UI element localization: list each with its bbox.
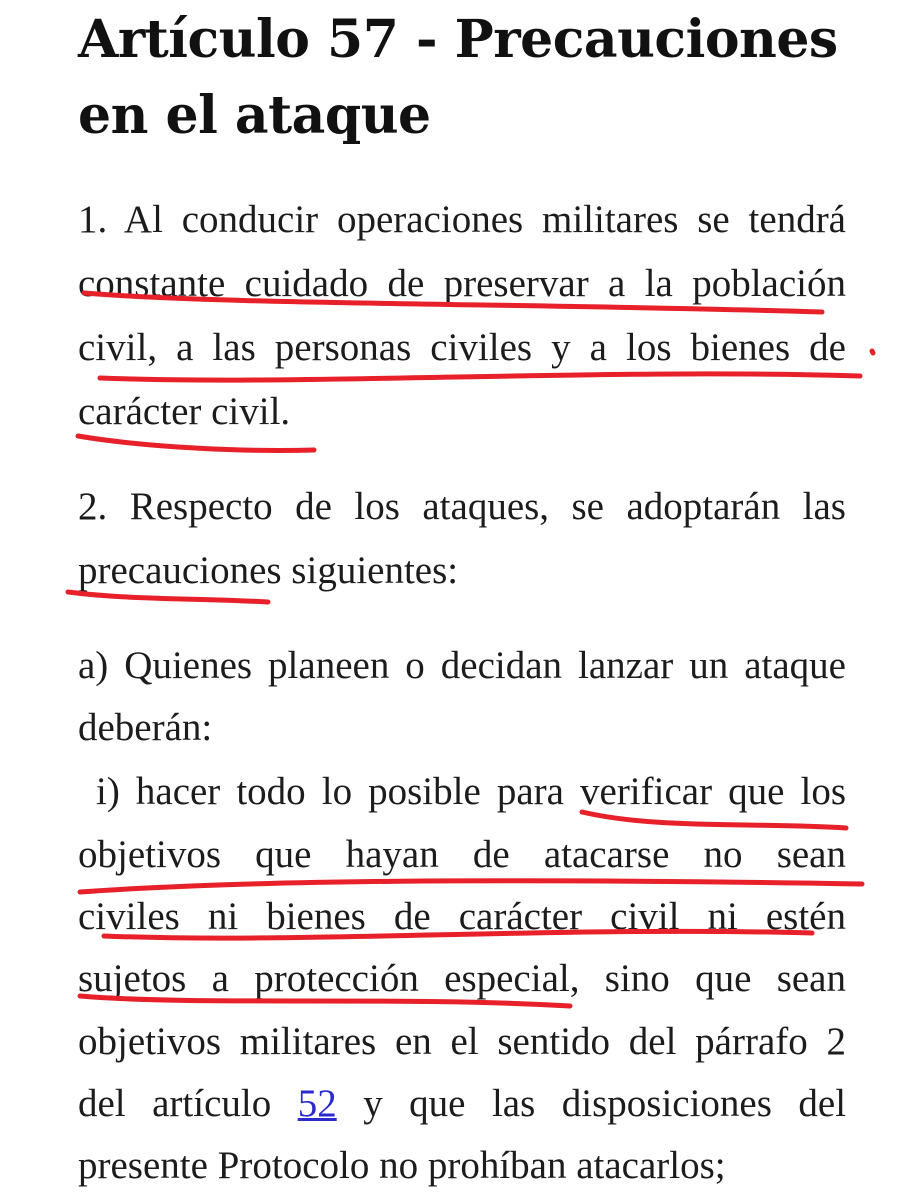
paragraph-2-line-1: 2. Respecto de los ataques, se adoptarán las bbox=[78, 485, 846, 528]
paragraph-a-line-1: a) Quienes planeen o decidan lanzar un ataque bbox=[78, 644, 846, 687]
article-title: Artículo 57 - Precauciones en el ataque bbox=[78, 9, 838, 146]
paragraph-i-line-3: civiles ni bienes de carácter civil ni estén bbox=[78, 895, 846, 938]
dot-mark bbox=[872, 351, 873, 353]
paragraph-1-line-2: constante cuidado de preservar a la población bbox=[78, 262, 846, 305]
paragraph-i-line-6-before: del artículo bbox=[78, 1082, 272, 1125]
paragraph-2-line-2: precauciones siguientes: bbox=[78, 549, 459, 592]
paragraph-i-line-6-after: y que las disposiciones del bbox=[363, 1082, 847, 1125]
paragraph-i-line-4: sujetos a protección especial, sino que sean bbox=[78, 957, 846, 1000]
paragraph-i-line-6 bbox=[78, 1072, 846, 1136]
paragraph-i-line-2: objetivos que hayan de atacarse no sean bbox=[78, 833, 846, 876]
paragraph-i-line-7: presente Protocolo no prohíban atacarlos; bbox=[78, 1144, 726, 1187]
paragraph-i-line-1: i) hacer todo lo posible para verificar que los bbox=[96, 770, 846, 813]
article-52-link[interactable]: 52 bbox=[297, 1082, 337, 1125]
paragraph-a-line-2: deberán: bbox=[78, 706, 213, 749]
paragraph-1-line-3: civil, a las personas civiles y a los bienes de bbox=[78, 326, 846, 369]
paragraph-1-line-1: 1. Al conducir operaciones militares se tendrá bbox=[78, 198, 846, 241]
paragraph-i-line-5: objetivos militares en el sentido del párrafo 2 bbox=[78, 1020, 846, 1063]
paragraph-1-line-4: carácter civil. bbox=[78, 390, 291, 433]
